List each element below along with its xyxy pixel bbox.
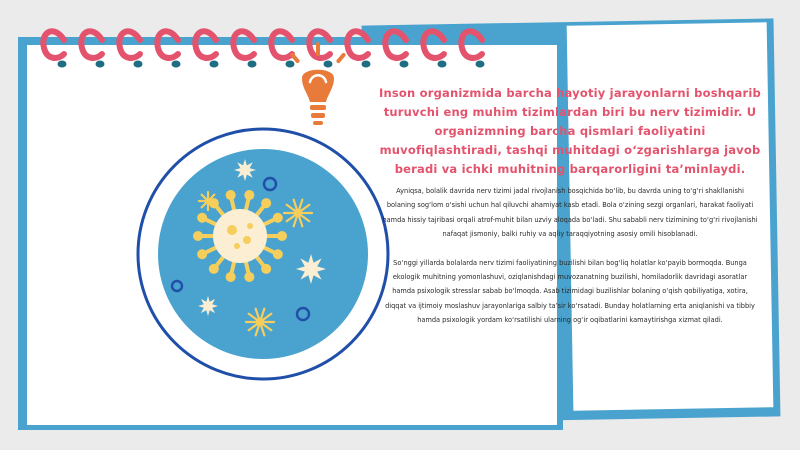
- notebook-ring-icon: [157, 31, 180, 67]
- notebook-ring-icon: [195, 31, 218, 67]
- paragraph-1: Ayniqsa, bolalik davrida nerv tizimi jadal rivojlanish bosqichida bo‘lib, bu davrda uning to‘g‘ri shakllanishi bolaning sog‘lom o‘sishi uchun hal qiluvchi ahamiyat kasb etadi. Bola o‘zining sezgi organlari, harakat faoliyati hamda hissiy tajribasi orqali atrof-muhit bilan uzviy aloqada bo‘ladi. Shu sababli nerv tizimining to‘g‘ri rivojlanishi nafaqat jismoniy, balki ruhiy va aqliy taraqqiyotning asosiy omili hisoblanadi.: [382, 187, 758, 239]
- body-text: [382, 184, 758, 328]
- notebook-ring-icon: [423, 31, 446, 67]
- notebook-ring-icon: [461, 31, 484, 67]
- notebook-ring-icon: [43, 31, 66, 67]
- notebook-rings: [30, 18, 520, 78]
- paragraph-2: So‘nggi yillarda bolalarda nerv tizimi faoliyatining buzilishi bilan bog‘liq holatlar ko‘payib bormoqda. Bunga ekologik muhitning yomonlashuvi, oziqlanishdagi muvozanatning buzilishi, homiladorlik davridagi asoratlar hamda psixologik stresslar sabab bo‘lmoqda. Asab tizimidagi buzilishlar bolaning o‘qish qobiliyatiga, xotira, diqqat va ijtimoiy moslashuv jarayonlariga salbiy ta’sir ko‘rsatadi. Bunday holatlarning erta aniqlanishi va tibbiy hamda psixologik yordam ko‘rsatilishi ularning og‘ir oqibatlarini kamaytirishga xizmat qiladi.: [385, 258, 755, 325]
- notebook-ring-icon: [81, 31, 104, 67]
- notebook-ring-icon: [385, 31, 408, 67]
- heading-text: Inson organizmida barcha hayotiy jarayonlarni boshqarib turuvchi eng muhim tizimlardan biri bu nerv tizimidir. U organizmning barcha qismlari faoliyatini muvofiqlashtiradi, tashqi muhitdagi o‘zgarishlarga javob beradi va ichki muhitning barqarorligini ta’minlaydi.: [379, 86, 761, 176]
- notebook-ring-icon: [233, 31, 256, 67]
- notebook-ring-icon: [119, 31, 142, 67]
- microbe-illustration-icon: [135, 126, 391, 382]
- lightbulb-icon: [283, 40, 353, 140]
